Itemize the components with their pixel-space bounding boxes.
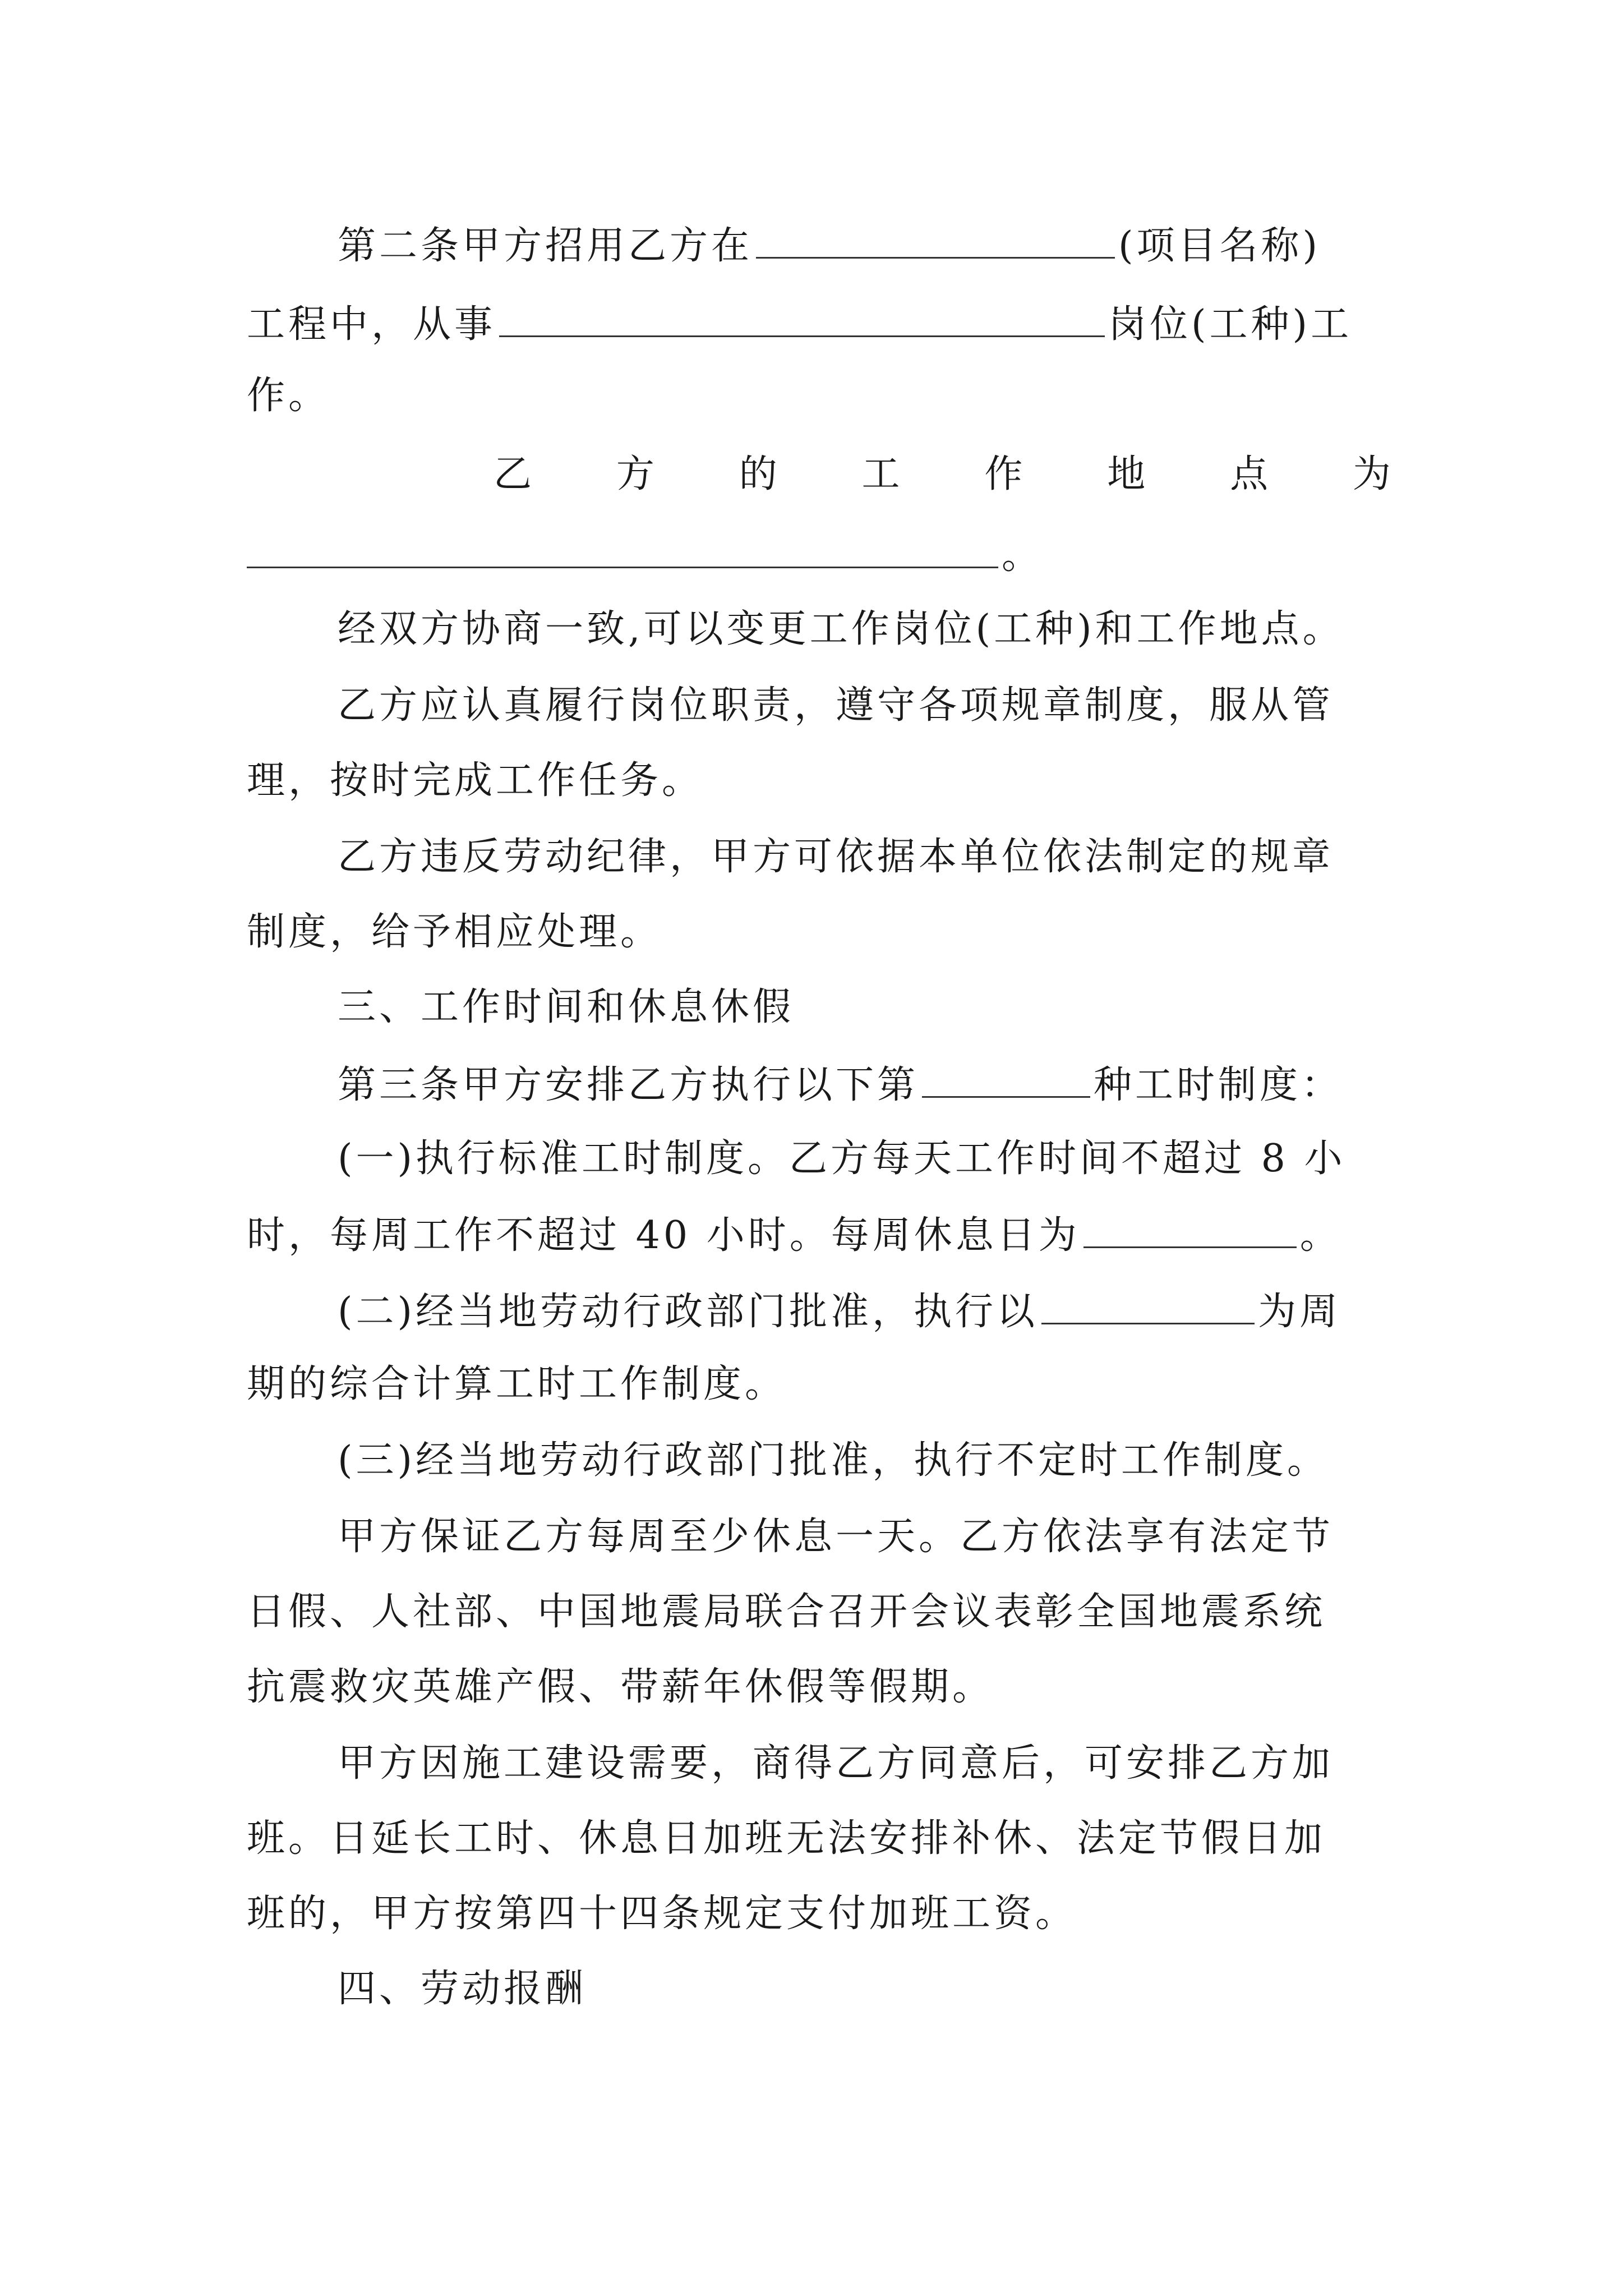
workplace-blank-line [247,527,1391,582]
option-3-line [247,1435,1482,1487]
project-name-label: (项目名称) [1118,224,1321,268]
option-text: (二)经当地劳动行政部门批准，执行以 [338,1290,1039,1334]
position-label: 岗位(工种)工 [1108,302,1353,347]
overtime-line-1 [247,1738,1482,1789]
paragraph-duty-1 [247,680,1482,731]
option-text: 时，每周工作不超过 40 小时。每周休息日为 [247,1213,1080,1258]
overtime-text: 班。日延长工时、休息日加班无法安排补休、法定节假日加 [247,1816,1326,1861]
spread-char: 为 [1352,452,1391,496]
rest-line-3 [247,1662,1391,1713]
spread-char: 作 [984,452,1023,496]
article-2-line-1 [247,218,1482,272]
option-1-line-1 [247,1133,1482,1185]
section-heading: 四、劳动报酬 [338,1967,587,2011]
workplace-spread-line [247,449,1391,500]
overtime-text: 班的，甲方按第四十四条规定支付加班工资。 [247,1892,1077,1936]
rest-line-2 [247,1586,1391,1638]
spread-char: 点 [1230,452,1269,496]
article-2-text: 第二条甲方招用乙方在 [338,224,753,268]
article-2-line-2 [247,296,1391,351]
rest-text: 甲方保证乙方每周至少休息一天。乙方依法享有法定节 [338,1515,1334,1559]
period: 。 [1299,1213,1341,1258]
violate-text: 乙方违反劳动纪律，甲方可依据本单位依法制定的规章 [338,835,1334,879]
duty-text: 乙方应认真履行岗位职责，遵守各项规章制度，服从管 [338,683,1334,728]
option-2-line-1 [247,1283,1482,1338]
period: 。 [1002,533,1044,578]
rest-text: 抗震救灾英雄产假、带薪年休假等假期。 [247,1665,994,1709]
section-heading: 三、工作时间和休息休假 [338,985,795,1029]
overtime-line-2 [247,1813,1391,1865]
article-2-line-3 [247,370,1391,422]
duty-text: 理，按时完成工作任务。 [247,758,704,803]
hour-system-blank[interactable] [922,1057,1090,1098]
option-text: 为周 [1258,1290,1341,1334]
position-blank[interactable] [499,296,1105,337]
paragraph-violate-2 [247,907,1391,958]
option-text: 期的综合计算工时工作制度。 [247,1362,787,1406]
article-3-line [247,1057,1482,1111]
spread-char: 的 [739,452,777,496]
overtime-text: 甲方因施工建设需要，商得乙方同意后，可安排乙方加 [338,1741,1334,1786]
change-text: 经双方协商一致,可以变更工作岗位(工种)和工作地点。 [338,607,1344,651]
period-blank[interactable] [1041,1283,1255,1324]
option-2-line-2 [247,1359,1391,1410]
paragraph-change [247,604,1482,655]
paragraph-duty-2 [247,755,1391,807]
section-4-heading [247,1963,1482,2015]
rest-line-1 [247,1511,1482,1563]
paragraph-violate-1 [247,831,1482,883]
line-end-text: 作。 [247,374,330,418]
article-3-text: 第三条甲方安排乙方执行以下第 [338,1063,919,1107]
work-text: 工程中，从事 [247,302,496,347]
article-3-text: 种工时制度： [1094,1063,1343,1107]
rest-day-blank[interactable] [1083,1207,1297,1248]
section-3-heading [247,982,1482,1033]
option-text: (三)经当地劳动行政部门批准，执行不定时工作制度。 [338,1438,1329,1483]
spread-char: 方 [616,452,654,496]
spread-char: 乙 [494,452,532,496]
spread-char: 地 [1107,452,1146,496]
option-text: (一)执行标准工时制度。乙方每天工作时间不超过 8 小 [338,1137,1346,1181]
violate-text: 制度，给予相应处理。 [247,910,662,954]
overtime-line-3 [247,1888,1391,1940]
project-name-blank[interactable] [756,218,1115,259]
rest-text: 日假、人社部、中国地震局联合召开会议表彰全国地震系统 [247,1590,1326,1634]
spread-char: 工 [861,452,900,496]
workplace-blank[interactable] [247,527,998,568]
option-1-line-2 [247,1207,1391,1262]
